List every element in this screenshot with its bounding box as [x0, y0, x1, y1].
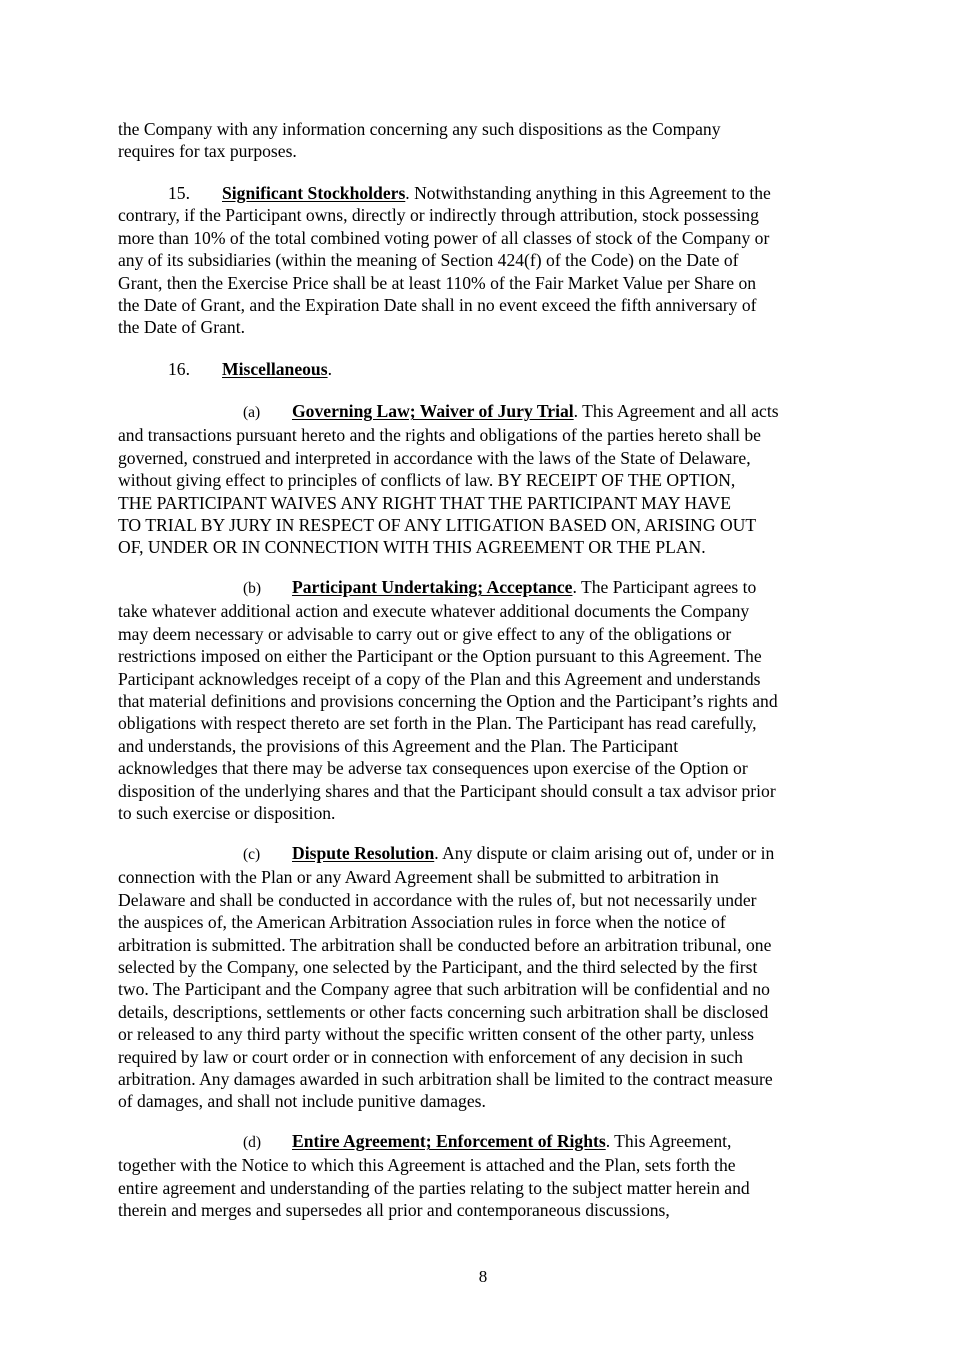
page-number: 8	[478, 1267, 488, 1286]
subsection-a-line: without giving effect to principles of conflicts of law. BY RECEIPT OF THE OPTION,	[118, 470, 736, 491]
subsection-c-first-line: . Any dispute or claim arising out of, under or in	[434, 843, 775, 863]
section-16-heading: Miscellaneous	[222, 359, 328, 379]
subsection-d-paragraph	[118, 1130, 853, 1222]
subsection-d-line: therein and merges and supersedes all prior and contemporaneous discussions,	[118, 1200, 670, 1221]
subsection-b-line: Participant acknowledges receipt of a copy of the Plan and this Agreement and understands	[118, 668, 761, 689]
subsection-d-label: (d)	[243, 1134, 262, 1151]
subsection-b-label: (b)	[243, 580, 262, 597]
section-15-line: any of its subsidiaries (within the meaning of Section 424(f) of the Code) on the Date of	[118, 250, 739, 271]
subsection-b-line: to such exercise or disposition.	[118, 803, 336, 824]
subsection-d-first-line: . This Agreement,	[605, 1131, 732, 1151]
subsection-c-line: or released to any third party without the specific written consent of the other party, unless	[118, 1024, 754, 1045]
subsection-a-paragraph	[118, 400, 853, 559]
subsection-b-paragraph	[118, 576, 853, 824]
section-15-number: 15.	[168, 183, 190, 203]
subsection-d-line: together with the Notice to which this Agreement is attached and the Plan, sets forth the	[118, 1155, 736, 1176]
subsection-b-line: and understands, the provisions of this Agreement and the Plan. The Participant	[118, 735, 679, 756]
subsection-a-line: and transactions pursuant hereto and the rights and obligations of the parties hereto shall be	[118, 425, 761, 446]
subsection-c-line: selected by the Company, one selected by the Participant, and the third selected by the first	[118, 957, 758, 978]
subsection-a-heading: Governing Law; Waiver of Jury Trial	[292, 401, 574, 421]
subsection-c-line: Delaware and shall be conducted in accordance with the rules of, but not necessarily under	[118, 889, 757, 910]
subsection-a-first-line: . This Agreement and all acts	[573, 401, 779, 421]
subsection-b-line: disposition of the underlying shares and that the Participant should consult a tax advisor prior	[118, 780, 776, 801]
intro-line: the Company with any information concerning any such dispositions as the Company	[118, 119, 721, 139]
subsection-b-line: restrictions imposed on either the Participant or the Option pursuant to this Agreement. The	[118, 646, 762, 667]
subsection-a-line: TO TRIAL BY JURY IN RESPECT OF ANY LITIGATION BASED ON, ARISING OUT	[118, 515, 757, 536]
subsection-c-paragraph	[118, 842, 853, 1113]
section-15-line: the Date of Grant.	[118, 317, 246, 338]
subsection-b-line: acknowledges that there may be adverse tax consequences upon exercise of the Option or	[118, 758, 748, 779]
subsection-b-first-line: . The Participant agrees to	[572, 577, 757, 597]
subsection-c-line: arbitration is submitted. The arbitration shall be conducted before an arbitration tribunal, one	[118, 934, 772, 955]
section-15-heading: Significant Stockholders	[222, 183, 406, 203]
subsection-c-label: (c)	[243, 846, 261, 863]
subsection-b-line: may deem necessary or advisable to carry out or give effect to any of the obligations or	[118, 623, 732, 644]
section-15-first-line: . Notwithstanding anything in this Agreement to the	[405, 183, 771, 203]
subsection-c-line: required by law or court order or in connection with enforcement of any decision in such	[118, 1046, 743, 1067]
subsection-a-label: (a)	[243, 404, 261, 421]
section-16-paragraph	[118, 358, 853, 380]
subsection-c-line: the auspices of, the American Arbitration Association rules in force when the notice of	[118, 912, 726, 933]
section-16-heading-suffix: .	[327, 359, 332, 379]
section-15-line: contrary, if the Participant owns, directly or indirectly through attribution, stock possessing	[118, 205, 759, 226]
intro-line: requires for tax purposes.	[118, 141, 297, 162]
section-15-line: the Date of Grant, and the Expiration Date shall in no event exceed the fifth anniversary of	[118, 295, 757, 316]
subsection-c-line: connection with the Plan or any Award Agreement shall be submitted to arbitration in	[118, 867, 719, 888]
subsection-c-line: two. The Participant and the Company agree that such arbitration will be confidential and no	[118, 979, 770, 1000]
subsection-b-line: take whatever additional action and execute whatever additional documents the Company	[118, 601, 750, 622]
subsection-b-line: that material definitions and provisions concerning the Option and the Participant’s rights and	[118, 691, 778, 712]
subsection-b-line: obligations with respect thereto are set forth in the Plan. The Participant has read carefully,	[118, 713, 757, 734]
section-15-line: more than 10% of the total combined voting power of all classes of stock of the Company or	[118, 227, 770, 248]
subsection-b-heading: Participant Undertaking; Acceptance	[292, 577, 573, 597]
section-16-number: 16.	[168, 359, 190, 379]
subsection-d-line: entire agreement and understanding of the parties relating to the subject matter herein and	[118, 1177, 750, 1198]
subsection-a-line: OF, UNDER OR IN CONNECTION WITH THIS AGREEMENT OR THE PLAN.	[118, 537, 706, 558]
subsection-c-line: arbitration. Any damages awarded in such arbitration shall be limited to the contract measure	[118, 1069, 773, 1090]
subsection-d-heading: Entire Agreement; Enforcement of Rights	[292, 1131, 606, 1151]
subsection-c-line: details, descriptions, settlements or other facts concerning such arbitration shall be disclosed	[118, 1001, 769, 1022]
subsection-c-line: of damages, and shall not include punitive damages.	[118, 1091, 486, 1112]
subsection-a-line: THE PARTICIPANT WAIVES ANY RIGHT THAT THE PARTICIPANT MAY HAVE	[118, 492, 731, 513]
section-15-line: Grant, then the Exercise Price shall be at least 110% of the Fair Market Value per Share on	[118, 272, 757, 293]
section-15-paragraph	[118, 182, 853, 339]
intro-paragraph	[118, 118, 853, 163]
subsection-c-heading: Dispute Resolution	[292, 843, 435, 863]
subsection-a-line: governed, construed and interpreted in accordance with the laws of the State of Delaware,	[118, 447, 751, 468]
